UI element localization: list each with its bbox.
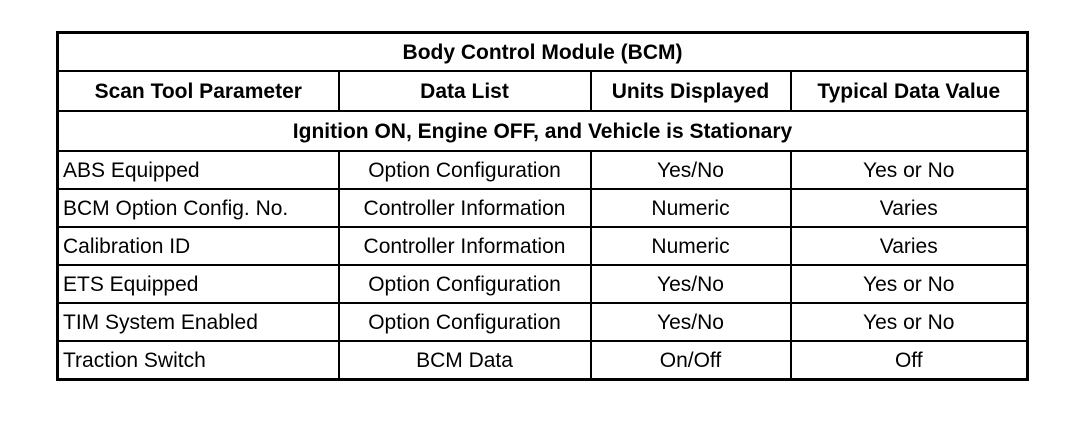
units-cell: On/Off bbox=[591, 341, 791, 380]
table-row bbox=[58, 341, 1028, 380]
table-row bbox=[58, 151, 1028, 189]
typical-value-cell: Yes or No bbox=[791, 265, 1028, 303]
units-cell: Numeric bbox=[591, 227, 791, 265]
table-row bbox=[58, 265, 1028, 303]
units-cell: Yes/No bbox=[591, 151, 791, 189]
typical-value-cell: Yes or No bbox=[791, 151, 1028, 189]
data-list-cell: Option Configuration bbox=[339, 265, 591, 303]
parameter-cell: BCM Option Config. No. bbox=[58, 189, 339, 227]
test-condition: Ignition ON, Engine OFF, and Vehicle is Stationary bbox=[58, 111, 1028, 151]
data-list-cell: Controller Information bbox=[339, 189, 591, 227]
typical-value-cell: Off bbox=[791, 341, 1028, 380]
units-cell: Yes/No bbox=[591, 265, 791, 303]
column-header-units-displayed: Units Displayed bbox=[591, 71, 791, 111]
units-cell: Yes/No bbox=[591, 303, 791, 341]
typical-value-cell: Varies bbox=[791, 227, 1028, 265]
typical-value-cell: Varies bbox=[791, 189, 1028, 227]
parameter-cell: ABS Equipped bbox=[58, 151, 339, 189]
units-cell: Numeric bbox=[591, 189, 791, 227]
column-header-row bbox=[58, 71, 1028, 111]
column-header-scan-tool-parameter: Scan Tool Parameter bbox=[58, 71, 339, 111]
parameter-cell: ETS Equipped bbox=[58, 265, 339, 303]
table-row bbox=[58, 303, 1028, 341]
parameter-cell: Calibration ID bbox=[58, 227, 339, 265]
data-list-cell: Option Configuration bbox=[339, 303, 591, 341]
table-row bbox=[58, 227, 1028, 265]
table-row bbox=[58, 189, 1028, 227]
parameter-cell: Traction Switch bbox=[58, 341, 339, 380]
table-title: Body Control Module (BCM) bbox=[58, 33, 1028, 72]
table-title-row bbox=[58, 33, 1028, 72]
bcm-data-table bbox=[56, 31, 1029, 381]
data-list-cell: BCM Data bbox=[339, 341, 591, 380]
column-header-data-list: Data List bbox=[339, 71, 591, 111]
parameter-cell: TIM System Enabled bbox=[58, 303, 339, 341]
data-list-cell: Option Configuration bbox=[339, 151, 591, 189]
condition-row bbox=[58, 111, 1028, 151]
column-header-typical-data-value: Typical Data Value bbox=[791, 71, 1028, 111]
data-list-cell: Controller Information bbox=[339, 227, 591, 265]
typical-value-cell: Yes or No bbox=[791, 303, 1028, 341]
